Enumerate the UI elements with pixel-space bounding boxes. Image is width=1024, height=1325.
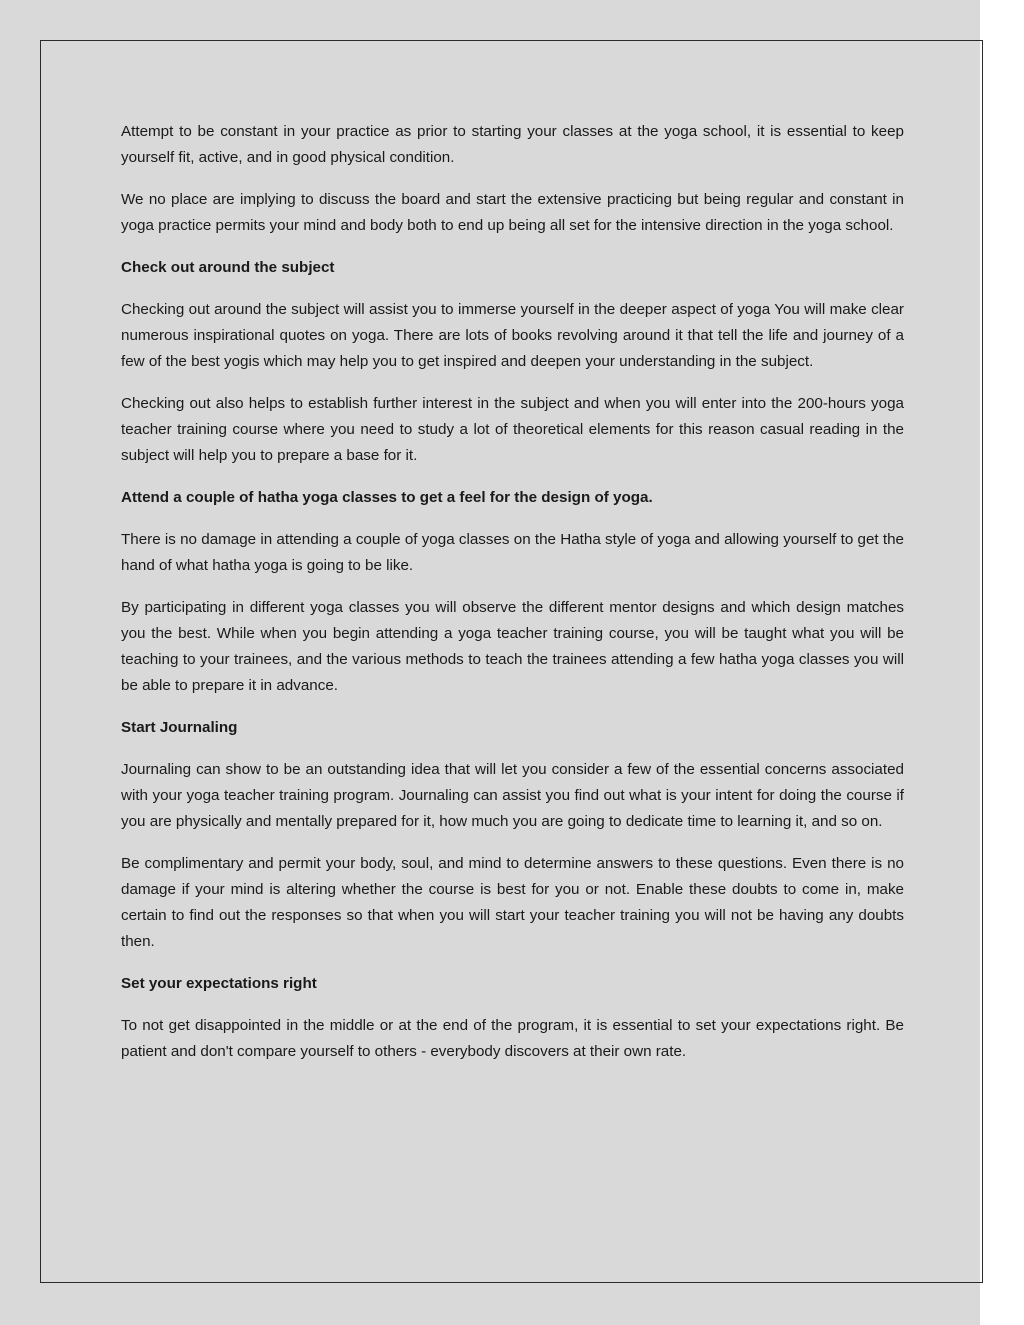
paragraph: By participating in different yoga classes you will observe the different mentor designs and which design matches you the best. While when you begin attending a yoga teacher training course, you will be taught what you will be teaching to your trainees, and the various methods to teach the trainees attending a few hatha yoga classes you will be able to prepare it in advance. — [121, 599, 904, 694]
paragraph: Checking out also helps to establish further interest in the subject and when you will enter into the 200-hours yoga teacher training course where you need to study a lot of theoretical elements for this reason casual reading in the subject will help you to prepare a base for it. — [121, 395, 904, 464]
paragraph: Checking out around the subject will assist you to immerse yourself in the deeper aspect of yoga You will make clear numerous inspirational quotes on yoga. There are lots of books revolving around it that tell the life and journey of a few of the best yogis which may help you to get inspired and deepen your understanding in the subject. — [121, 301, 904, 370]
section-heading: Attend a couple of hatha yoga classes to get a feel for the design of yoga. — [121, 489, 653, 506]
paragraph: Be complimentary and permit your body, soul, and mind to determine answers to these questions. Even there is no damage if your mind is altering whether the course is best for you or not. Enable these doubts to come in, make certain to find out the responses so that when you will start your teacher training you will not be having any doubts then. — [121, 855, 904, 950]
paragraph: Attempt to be constant in your practice as prior to starting your classes at the yoga school, it is essential to keep yourself fit, active, and in good physical condition. — [121, 123, 904, 166]
paragraph: Journaling can show to be an outstanding idea that will let you consider a few of the essential concerns associated with your yoga teacher training program. Journaling can assist you find out what is your intent for doing the course if you are physically and mentally prepared for it, how much you are going to dedicate time to learning it, and so on. — [121, 761, 904, 830]
paragraph: To not get disappointed in the middle or at the end of the program, it is essential to set your expectations right. Be patient and don't compare yourself to others - everybody discovers at their own rate. — [121, 1017, 904, 1060]
paragraph: There is no damage in attending a couple of yoga classes on the Hatha style of yoga and allowing yourself to get the hand of what hatha yoga is going to be like. — [121, 531, 904, 574]
paragraph: We no place are implying to discuss the board and start the extensive practicing but being regular and constant in yoga practice permits your mind and body both to end up being all set for the intensive direction in the yoga school. — [121, 191, 904, 234]
section-heading: Start Journaling — [121, 719, 238, 736]
section-heading: Check out around the subject — [121, 259, 335, 276]
document-body — [121, 119, 904, 1081]
section-heading: Set your expectations right — [121, 975, 317, 992]
